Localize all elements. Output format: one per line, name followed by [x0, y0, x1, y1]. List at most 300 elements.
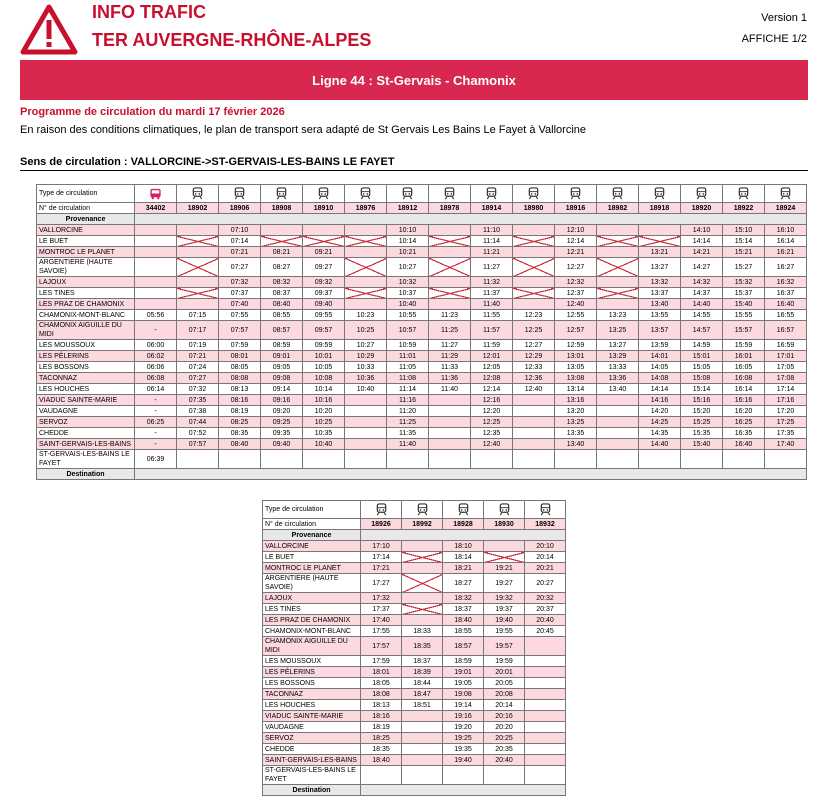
time-cell: 15:40 [723, 299, 765, 310]
station-name: CHEDDE [263, 744, 361, 755]
cancelled-cell [345, 288, 387, 299]
train-icon [443, 501, 484, 519]
station-name: LES TINES [37, 288, 135, 299]
time-cell: 10:14 [387, 236, 429, 247]
time-cell: 09:08 [261, 373, 303, 384]
number-label: N° de circulation [37, 203, 135, 214]
train-icon [219, 185, 261, 203]
time-cell: 16:21 [765, 247, 807, 258]
time-cell: 17:14 [361, 552, 402, 563]
time-cell: 16:37 [765, 288, 807, 299]
station-name: CHEDDE [37, 428, 135, 439]
destination-row [37, 469, 807, 480]
time-cell: 08:08 [219, 373, 261, 384]
time-cell: 09:55 [303, 310, 345, 321]
train-number: 18902 [177, 203, 219, 214]
header [0, 0, 823, 60]
time-cell: 11:14 [471, 236, 513, 247]
train-number: 18932 [525, 519, 566, 530]
time-cell [303, 450, 345, 469]
train-number: 18980 [513, 203, 555, 214]
time-cell: 14:57 [681, 321, 723, 340]
station-name: LES MOUSSOUX [37, 340, 135, 351]
time-cell: 08:32 [261, 277, 303, 288]
time-cell: 09:57 [303, 321, 345, 340]
timetable-row [263, 700, 566, 711]
time-cell: 13:55 [639, 310, 681, 321]
train-number: 18916 [555, 203, 597, 214]
time-cell: 19:37 [484, 604, 525, 615]
station-name: LES PÉLERINS [263, 667, 361, 678]
time-cell: 20:01 [484, 667, 525, 678]
time-cell: 15:14 [723, 236, 765, 247]
time-cell [513, 417, 555, 428]
time-cell: 07:24 [177, 362, 219, 373]
time-cell: 19:35 [443, 744, 484, 755]
time-cell: 12:40 [513, 384, 555, 395]
timetable-row [263, 667, 566, 678]
station-name: VALLORCINE [37, 225, 135, 236]
time-cell: 16:05 [723, 362, 765, 373]
cancelled-cell [597, 258, 639, 277]
cancelled-cell [597, 288, 639, 299]
time-cell: 12:16 [471, 395, 513, 406]
time-cell: 06:14 [135, 384, 177, 395]
time-cell: 17:14 [765, 384, 807, 395]
time-cell [513, 439, 555, 450]
destination-filler [361, 785, 566, 796]
time-cell: 12:08 [471, 373, 513, 384]
time-cell: 12:33 [513, 362, 555, 373]
station-name: ST-GERVAIS-LES-BAINS LE FAYET [37, 450, 135, 469]
time-cell [345, 395, 387, 406]
time-cell: 20:14 [484, 700, 525, 711]
time-cell: 15:25 [681, 417, 723, 428]
type-row [37, 185, 807, 203]
provenance-label: Provenance [263, 530, 361, 541]
time-cell: 13:21 [639, 247, 681, 258]
train-icon [639, 185, 681, 203]
time-cell: 09:16 [261, 395, 303, 406]
time-cell: 11:59 [471, 340, 513, 351]
station-name: LES PÉLERINS [37, 351, 135, 362]
number-row [263, 519, 566, 530]
time-cell: 12:25 [471, 417, 513, 428]
train-icon [681, 185, 723, 203]
time-cell: 06:06 [135, 362, 177, 373]
time-cell: 15:57 [723, 321, 765, 340]
time-cell: 06:25 [135, 417, 177, 428]
timetable-main [36, 184, 807, 480]
time-cell: 13:25 [555, 417, 597, 428]
time-cell: 08:13 [219, 384, 261, 395]
time-cell: 10:01 [303, 351, 345, 362]
time-cell: 11:37 [471, 288, 513, 299]
cancelled-cell [261, 225, 303, 236]
station-name: SERVOZ [263, 733, 361, 744]
line-banner: Ligne 44 : St-Gervais - Chamonix [20, 60, 808, 100]
cancelled-cell [177, 247, 219, 258]
cancelled-cell [345, 277, 387, 288]
time-cell: 18:33 [402, 626, 443, 637]
time-cell: 10:57 [387, 321, 429, 340]
time-cell: 14:40 [681, 299, 723, 310]
cancelled-cell [261, 236, 303, 247]
time-cell: 17:37 [361, 604, 402, 615]
destination-filler [135, 469, 807, 480]
time-cell: 06:39 [135, 450, 177, 469]
timetable-row [37, 351, 807, 362]
station-name: CHAMONIX AIGUILLE DU MIDI [263, 637, 361, 656]
train-number: 18918 [639, 203, 681, 214]
station-name: LE BUET [263, 552, 361, 563]
time-cell [387, 450, 429, 469]
timetable-row [263, 552, 566, 563]
time-cell: 18:51 [402, 700, 443, 711]
time-cell: 12:25 [513, 321, 555, 340]
timetable-row [263, 766, 566, 785]
station-name: MONTROC LE PLANET [37, 247, 135, 258]
time-cell: 13:23 [597, 310, 639, 321]
time-cell [513, 406, 555, 417]
time-cell: 15:40 [681, 439, 723, 450]
time-cell [135, 288, 177, 299]
time-cell: 17:57 [361, 637, 402, 656]
time-cell: 14:25 [639, 417, 681, 428]
time-cell: 16:27 [765, 258, 807, 277]
train-number: 18978 [429, 203, 471, 214]
cancelled-cell [597, 225, 639, 236]
time-cell: 13:32 [639, 277, 681, 288]
time-cell: 10:40 [387, 299, 429, 310]
type-label: Type de circulation [37, 185, 135, 203]
time-cell: 08:59 [261, 340, 303, 351]
time-cell: 13:05 [555, 362, 597, 373]
time-cell: 11:01 [387, 351, 429, 362]
time-cell: 19:27 [484, 574, 525, 593]
train-number: 18924 [765, 203, 807, 214]
notice-text: En raison des conditions climatiques, le plan de transport sera adapté de St Gervais Les Bains Le Fayet à Vallorcine [20, 124, 587, 136]
time-cell: 13:57 [639, 321, 681, 340]
time-cell: 11:05 [387, 362, 429, 373]
train-number: 18982 [597, 203, 639, 214]
time-cell: 17:59 [361, 656, 402, 667]
time-cell: 18:25 [361, 733, 402, 744]
time-cell: 09:40 [303, 299, 345, 310]
cancelled-cell [513, 225, 555, 236]
time-cell [429, 417, 471, 428]
station-name: CHAMONIX-MONT-BLANC [37, 310, 135, 321]
number-label: N° de circulation [263, 519, 361, 530]
time-cell: 14:55 [681, 310, 723, 321]
time-cell: 13:35 [555, 428, 597, 439]
time-cell: 13:40 [555, 439, 597, 450]
station-name: SAINT-GERVAIS-LES-BAINS [263, 755, 361, 766]
time-cell: 19:21 [484, 563, 525, 574]
train-number: 18992 [402, 519, 443, 530]
time-cell [525, 755, 566, 766]
time-cell: 20:40 [525, 615, 566, 626]
time-cell: 18:35 [361, 744, 402, 755]
time-cell [597, 439, 639, 450]
time-cell: 15:35 [681, 428, 723, 439]
time-cell [513, 450, 555, 469]
cancelled-cell [402, 541, 443, 552]
time-cell: 07:19 [177, 340, 219, 351]
time-cell: 12:57 [555, 321, 597, 340]
station-name: SAINT-GERVAIS-LES-BAINS [37, 439, 135, 450]
time-cell: 16:40 [723, 439, 765, 450]
time-cell: 08:27 [261, 258, 303, 277]
time-cell: 14:20 [639, 406, 681, 417]
timetable-row [37, 373, 807, 384]
train-number: 18926 [361, 519, 402, 530]
cancelled-cell [513, 288, 555, 299]
time-cell: 18:59 [443, 656, 484, 667]
time-cell: 17:35 [765, 428, 807, 439]
time-cell: 10:59 [387, 340, 429, 351]
timetable-row [263, 604, 566, 615]
time-cell [345, 417, 387, 428]
time-cell: 09:14 [261, 384, 303, 395]
cancelled-cell [513, 277, 555, 288]
time-cell [765, 450, 807, 469]
time-cell: 06:02 [135, 351, 177, 362]
time-cell: 18:05 [361, 678, 402, 689]
time-cell: 18:08 [361, 689, 402, 700]
train-number: 18928 [443, 519, 484, 530]
time-cell: 10:20 [303, 406, 345, 417]
time-cell [471, 450, 513, 469]
station-name: VAUDAGNE [37, 406, 135, 417]
station-name: VIADUC SAINTE-MARIE [37, 395, 135, 406]
time-cell: 11:16 [387, 395, 429, 406]
cancelled-cell [513, 258, 555, 277]
title-line2: TER AUVERGNE-RHÔNE-ALPES [92, 30, 372, 50]
time-cell: 14:08 [639, 373, 681, 384]
time-cell: 08:25 [219, 417, 261, 428]
time-cell: 07:27 [219, 258, 261, 277]
time-cell: 18:55 [443, 626, 484, 637]
time-cell: 14:14 [681, 236, 723, 247]
cancelled-cell [484, 541, 525, 552]
time-cell: 11:57 [471, 321, 513, 340]
time-cell: 12:14 [471, 384, 513, 395]
time-cell: 18:37 [402, 656, 443, 667]
time-cell [402, 755, 443, 766]
time-cell: 18:16 [361, 711, 402, 722]
time-cell [525, 678, 566, 689]
time-cell: 18:21 [443, 563, 484, 574]
time-cell: 12:29 [513, 351, 555, 362]
time-cell: 19:16 [443, 711, 484, 722]
station-name: LES BOSSONS [263, 678, 361, 689]
timetable-row [263, 678, 566, 689]
time-cell: 19:20 [443, 722, 484, 733]
time-cell [429, 395, 471, 406]
cancelled-cell [597, 236, 639, 247]
time-cell: 07:14 [219, 236, 261, 247]
train-icon [597, 185, 639, 203]
time-cell [525, 689, 566, 700]
time-cell: 12:35 [471, 428, 513, 439]
time-cell: 05:56 [135, 310, 177, 321]
time-cell: 07:38 [177, 406, 219, 417]
timetable-row [37, 288, 807, 299]
time-cell: 19:01 [443, 667, 484, 678]
time-cell: 20:27 [525, 574, 566, 593]
time-cell [429, 406, 471, 417]
time-cell: 11:27 [429, 340, 471, 351]
time-cell: 07:59 [219, 340, 261, 351]
time-cell: 07:32 [219, 277, 261, 288]
cancelled-cell [513, 299, 555, 310]
time-cell: 17:32 [361, 593, 402, 604]
programme-title: Programme de circulation du mardi 17 février 2026 [20, 106, 285, 118]
time-cell: 19:57 [484, 637, 525, 656]
time-cell: 17:40 [361, 615, 402, 626]
train-icon [177, 185, 219, 203]
time-cell: 15:16 [681, 395, 723, 406]
station-name: LES HOUCHES [37, 384, 135, 395]
cancelled-cell [597, 299, 639, 310]
timetable-row [263, 541, 566, 552]
timetable-row [263, 626, 566, 637]
provenance-row [37, 214, 807, 225]
time-cell: 10:23 [345, 310, 387, 321]
time-cell: 17:25 [765, 417, 807, 428]
time-cell [429, 428, 471, 439]
cancelled-cell [429, 288, 471, 299]
timetable-row [37, 225, 807, 236]
time-cell: 11:14 [387, 384, 429, 395]
station-name: LES HOUCHES [263, 700, 361, 711]
time-cell: 12:01 [471, 351, 513, 362]
time-cell: 16:16 [723, 395, 765, 406]
time-cell: 07:55 [219, 310, 261, 321]
time-cell [219, 450, 261, 469]
time-cell: 07:35 [177, 395, 219, 406]
time-cell: 15:20 [681, 406, 723, 417]
time-cell: 08:16 [219, 395, 261, 406]
cancelled-cell [402, 593, 443, 604]
time-cell: 14:35 [639, 428, 681, 439]
time-cell: 14:14 [639, 384, 681, 395]
time-cell: 09:40 [261, 439, 303, 450]
time-cell [177, 450, 219, 469]
station-name: ARGENTIERE (HAUTE SAVOIE) [263, 574, 361, 593]
time-cell: 18:27 [443, 574, 484, 593]
time-cell [525, 667, 566, 678]
time-cell [723, 450, 765, 469]
time-cell: 19:40 [443, 755, 484, 766]
cancelled-cell [345, 225, 387, 236]
cancelled-cell [402, 615, 443, 626]
time-cell: 19:55 [484, 626, 525, 637]
time-cell: 11:33 [429, 362, 471, 373]
station-name: CHAMONIX-MONT-BLANC [263, 626, 361, 637]
time-cell [597, 395, 639, 406]
time-cell [261, 450, 303, 469]
direction-heading: Sens de circulation : VALLORCINE->ST-GERVAIS-LES-BAINS LE FAYET [20, 156, 808, 171]
cancelled-cell [639, 225, 681, 236]
provenance-filler [361, 530, 566, 541]
time-cell: 18:39 [402, 667, 443, 678]
time-cell: 11:27 [471, 258, 513, 277]
timetable-row [37, 417, 807, 428]
time-cell: 17:05 [765, 362, 807, 373]
time-cell: 20:10 [525, 541, 566, 552]
time-cell: 07:32 [177, 384, 219, 395]
cancelled-cell [402, 604, 443, 615]
train-number: 18912 [387, 203, 429, 214]
time-cell: 13:40 [639, 299, 681, 310]
time-cell: 12:10 [555, 225, 597, 236]
time-cell [681, 450, 723, 469]
destination-row [263, 785, 566, 796]
time-cell: 09:32 [303, 277, 345, 288]
train-icon [555, 185, 597, 203]
cancelled-cell [639, 236, 681, 247]
time-cell: 16:59 [765, 340, 807, 351]
time-cell: 13:40 [597, 384, 639, 395]
time-cell: 08:37 [261, 288, 303, 299]
time-cell: 17:10 [361, 541, 402, 552]
time-cell: 16:32 [765, 277, 807, 288]
timetable-row [263, 711, 566, 722]
time-cell: 10:37 [387, 288, 429, 299]
time-cell: 19:40 [484, 615, 525, 626]
time-cell: 12:37 [555, 288, 597, 299]
time-cell [555, 450, 597, 469]
time-cell [402, 733, 443, 744]
timetable-row [37, 395, 807, 406]
time-cell: 16:57 [765, 321, 807, 340]
time-cell: 08:01 [219, 351, 261, 362]
time-cell: 18:13 [361, 700, 402, 711]
time-cell [525, 733, 566, 744]
time-cell: 15:05 [681, 362, 723, 373]
time-cell: 15:37 [723, 288, 765, 299]
timetable-row [37, 340, 807, 351]
timetable-row [263, 722, 566, 733]
time-cell: 14:16 [639, 395, 681, 406]
time-cell: 19:32 [484, 593, 525, 604]
cancelled-cell [402, 574, 443, 593]
train-icon [387, 185, 429, 203]
time-cell: 10:05 [303, 362, 345, 373]
cancelled-cell [303, 225, 345, 236]
timetable-row [37, 450, 807, 469]
train-icon [525, 501, 566, 519]
warning-icon [20, 4, 78, 56]
time-cell: 17:21 [361, 563, 402, 574]
time-cell: 17:20 [765, 406, 807, 417]
time-cell: 15:10 [723, 225, 765, 236]
station-name: VAUDAGNE [263, 722, 361, 733]
title-line1: INFO TRAFIC [92, 2, 206, 22]
timetable-row [37, 247, 807, 258]
station-name: CHAMONIX AIGUILLE DU MIDI [37, 321, 135, 340]
time-cell: 11:23 [429, 310, 471, 321]
timetable-row [37, 258, 807, 277]
time-cell: 08:19 [219, 406, 261, 417]
time-cell: 11:35 [387, 428, 429, 439]
time-cell: 11:40 [387, 439, 429, 450]
time-cell: 15:32 [723, 277, 765, 288]
provenance-row [263, 530, 566, 541]
time-cell [639, 450, 681, 469]
